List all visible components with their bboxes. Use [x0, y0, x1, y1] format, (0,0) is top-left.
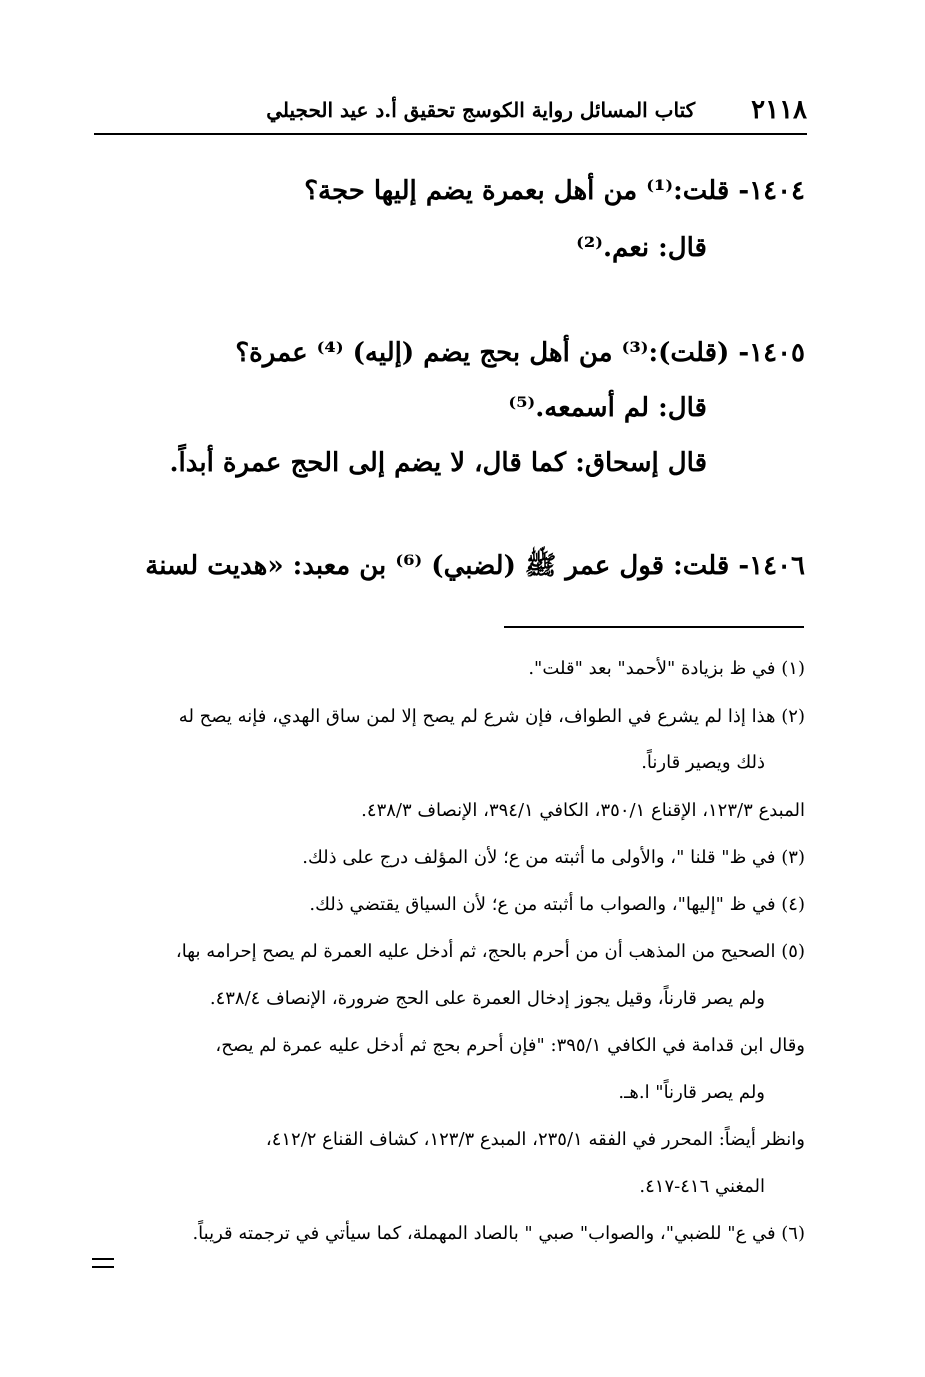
question-1404: ١٤٠٤- قلت:⁽¹⁾ من أهل بعمرة يضم إليها حجة؟	[304, 176, 805, 206]
footnote-separator	[504, 626, 804, 628]
continuation-mark	[92, 1258, 114, 1268]
footnote-6: (٦) في ع" للضبي"، والصواب" صبي " بالصاد المهملة، كما سيأتي في ترجمته قريباً.	[192, 1223, 805, 1244]
footnote-2-line-2: ذلك ويصير قارناً.	[641, 752, 765, 773]
question-1405: ١٤٠٥- (قلت):⁽³⁾ من أهل بحج يضم (إليه) ⁽⁴⁾ عمرة؟	[235, 338, 805, 368]
header-rule	[94, 133, 807, 135]
answer-1405: قال: لم أسمعه.⁽⁵⁾	[508, 393, 707, 423]
question-1406: ١٤٠٦- قلت: قول عمر ﷺ (لضبي) ⁽⁶⁾ بن معبد: «هديت لسنة	[145, 551, 805, 581]
page-number: ٢١١٨	[751, 95, 807, 125]
footnote-5-line-4: ولم يصر قارناً" ا.هـ.	[618, 1082, 765, 1103]
footnote-5-line-3: وقال ابن قدامة في الكافي ٣٩٥/١: "فإن أحرم بحج ثم أدخل عليه عمرة لم يصح،	[215, 1035, 805, 1056]
footnote-5-line-6: المغني ٤١٦-٤١٧.	[639, 1176, 765, 1197]
footnote-2-line-1: (٢) هذا إذا لم يشرع في الطواف، فإن شرع لم يصح إلا لمن ساق الهدي، فإنه يصح له	[178, 706, 805, 727]
footnote-5-line-1: (٥) الصحيح من المذهب أن من أحرم بالحج، ثم أدخل عليه العمرة لم يصح إحرامه بها،	[175, 941, 805, 962]
running-title: كتاب المسائل رواية الكوسج تحقيق أ.د عيد الحجيلي	[266, 98, 696, 122]
footnote-4: (٤) في ظ "إليها"، والصواب ما أثبته من ع؛ لأن السياق يقتضي ذلك.	[309, 894, 805, 915]
footnote-5-line-2: ولم يصر قارناً، وقيل يجوز إدخال العمرة على الحج ضرورة، الإنصاف ٤٣٨/٤.	[209, 988, 765, 1009]
footnote-5-line-5: وانظر أيضاً: المحرر في الفقه ٢٣٥/١، المبدع ١٢٣/٣، كشاف القناع ٤١٢/٢،	[265, 1129, 805, 1150]
page-header	[94, 92, 807, 128]
footnote-2-references: المبدع ١٢٣/٣، الإقناع ٣٥٠/١، الكافي ٣٩٤/١، الإنصاف ٤٣٨/٣.	[361, 800, 805, 821]
footnote-3: (٣) في ظ" قلنا "، والأولى ما أثبته من ع؛ لأن المؤلف درج على ذلك.	[302, 847, 805, 868]
ishaq-statement-1405: قال إسحاق: كما قال، لا يضم إلى الحج عمرة أبداً.	[169, 448, 707, 478]
footnote-1: (١) في ظ بزيادة "لأحمد" بعد "قلت".	[528, 658, 805, 679]
answer-1404: قال: نعم.⁽²⁾	[576, 233, 707, 263]
